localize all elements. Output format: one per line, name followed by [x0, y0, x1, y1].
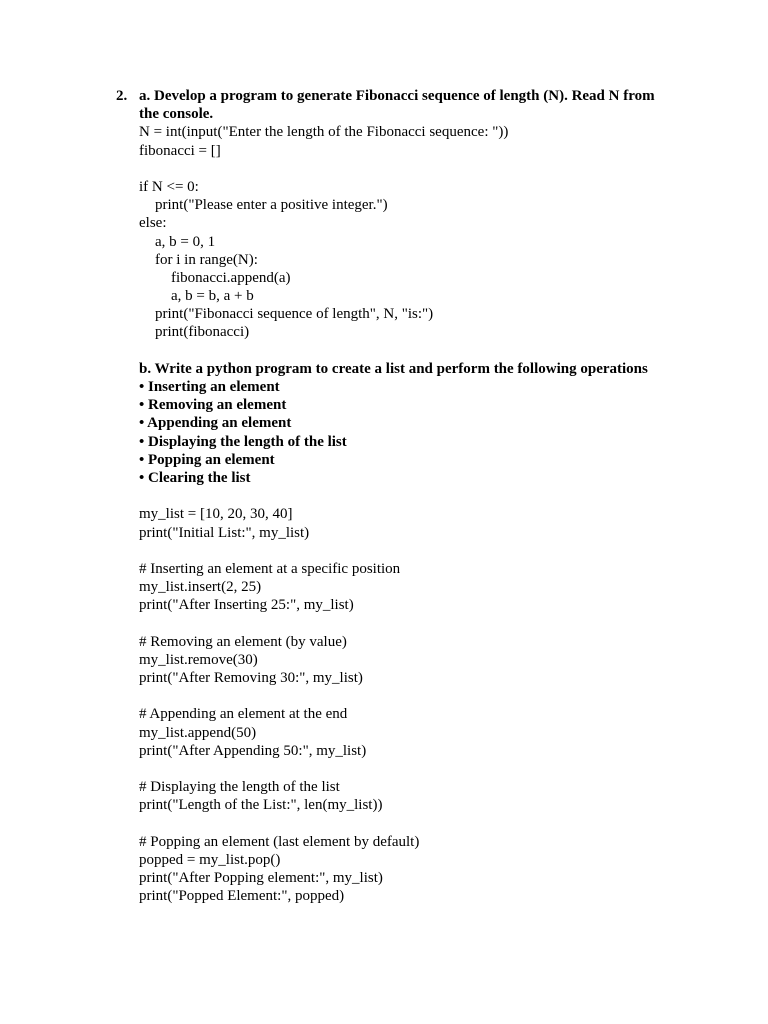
code-line: if N <= 0: — [139, 178, 199, 195]
code-line: my_list.remove(30) — [139, 651, 258, 668]
code-line: a, b = 0, 1 — [155, 233, 216, 250]
code-line: my_list.insert(2, 25) — [139, 579, 262, 596]
code-comment: # Inserting an element at a specific position — [139, 560, 401, 577]
bullet-item: • Removing an element — [139, 397, 287, 414]
part-a-heading-line: a. Develop a program to generate Fibonacci sequence of length (N). Read N from — [139, 88, 655, 104]
code-line: popped = my_list.pop() — [139, 851, 281, 868]
blank-line — [139, 760, 699, 778]
code-comment: # Removing an element (by value) — [139, 633, 347, 650]
bullet-item: • Popping an element — [139, 451, 275, 468]
code-line: print("After Inserting 25:", my_list) — [139, 597, 354, 614]
question-content — [139, 87, 699, 905]
blank-line — [139, 614, 699, 632]
part-a-heading-line: the console. — [139, 106, 214, 123]
blank-line — [139, 487, 699, 505]
code-line: else: — [139, 215, 167, 232]
code-comment: # Popping an element (last element by default) — [139, 833, 420, 850]
blank-line — [139, 342, 699, 360]
code-line: print("Popped Element:", popped) — [139, 888, 345, 905]
code-line: print("Length of the List:", len(my_list)) — [139, 797, 383, 814]
bullet-item: • Displaying the length of the list — [139, 433, 347, 450]
code-line: for i in range(N): — [155, 251, 258, 268]
code-line: print("After Removing 30:", my_list) — [139, 670, 363, 686]
blank-line — [139, 160, 699, 178]
code-line: fibonacci = [] — [139, 142, 221, 159]
code-line: print("Initial List:", my_list) — [139, 524, 310, 541]
code-line: print(fibonacci) — [155, 324, 250, 341]
blank-line — [139, 687, 699, 705]
code-line: my_list.append(50) — [139, 724, 257, 741]
code-line: my_list = [10, 20, 30, 40] — [139, 506, 293, 523]
part-b-heading: b. Write a python program to create a list and perform the following operations — [139, 360, 648, 377]
code-comment: # Displaying the length of the list — [139, 779, 340, 796]
blank-line — [139, 542, 699, 560]
code-line: print("After Popping element:", my_list) — [139, 870, 383, 887]
blank-line — [139, 815, 699, 833]
code-line: fibonacci.append(a) — [171, 269, 291, 286]
code-line: N = int(input("Enter the length of the Fibonacci sequence: ")) — [139, 124, 509, 141]
bullet-item: • Appending an element — [139, 415, 292, 432]
code-comment: # Appending an element at the end — [139, 706, 348, 723]
code-line: print("Please enter a positive integer.") — [155, 197, 388, 214]
code-line: print("Fibonacci sequence of length", N, "is:") — [155, 306, 434, 323]
question-number: 2. — [116, 88, 128, 104]
code-line: a, b = b, a + b — [171, 288, 254, 305]
bullet-item: • Inserting an element — [139, 379, 280, 395]
code-line: print("After Appending 50:", my_list) — [139, 742, 367, 759]
bullet-item: • Clearing the list — [139, 469, 251, 486]
